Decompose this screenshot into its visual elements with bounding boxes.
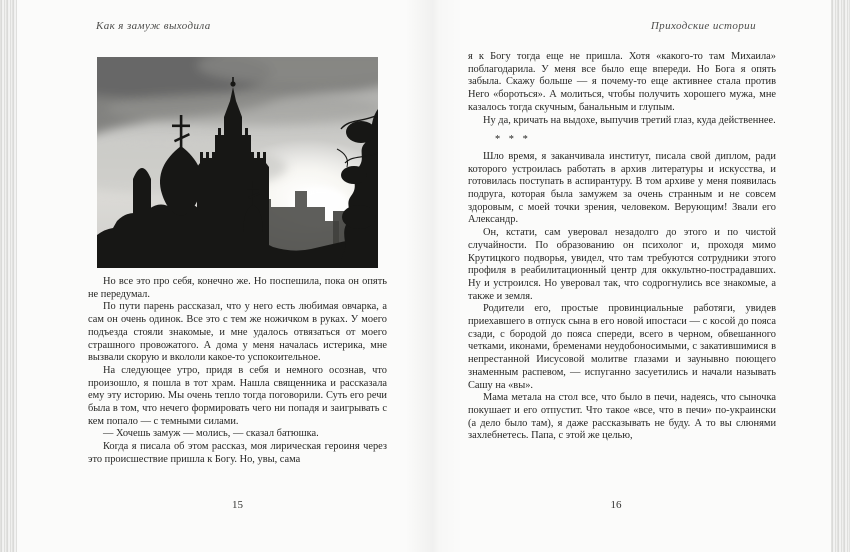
paragraph: Когда я писала об этом рассказ, моя лирическая героиня через это происшествие пришла к Богу. Но, увы, сама — [88, 441, 387, 465]
paragraph: Родители его, простые провинциальные работяги, увидев приехавшего в отпуск сына в его новой ипостаси — с косой до пояса сзади, с бородой до пояса спереди, всего в черном, обвешанного четками, иконами, бременами неудобоносимыми, с закатившимися в непрестанной Иисусовой молитве глазами и заунывно поющего знаменным распевом, — испуганно засуетились и начали называть Сашу на «вы». — [468, 303, 776, 391]
paragraph: Он, кстати, сам уверовал незадолго до этого и по чистой случайности. По образованию он психолог и, проходя мимо Крутицкого подворья, увидел, что там требуются сотрудники этого профиля в реабилитационный центр для оккультно-пострадавших. Ну и устроился. Но уверовал так, что содрогнулись все знакомые, а также и земля. — [468, 227, 776, 302]
paragraph: Шло время, я заканчивала институт, писала свой диплом, ради которого устроилась работать в архив литературы и искусства, и готовилась поступать в аспирантуру. В том архиве у меня появилась подруга, которая была замужем за очень странным и не совсем здоровым, с моей точки зрения, человеком. Верующим! Звали его Александр. — [468, 150, 776, 226]
right-page-text — [468, 51, 776, 443]
page-number-right: 16 — [610, 499, 622, 511]
book-gutter — [405, 0, 463, 552]
left-page-text — [88, 276, 387, 467]
section-separator: * * * — [495, 134, 531, 146]
church-photo — [97, 57, 378, 268]
page-stack-edge-left — [0, 0, 17, 552]
paragraph-dialogue: — Хочешь замуж — молись, — сказал батюшка. — [103, 428, 319, 440]
paragraph: По пути парень рассказал, что у него есть любимая овчарка, а сам он очень одинок. Все это с тем же ножичком в руках. У моего подъезда стояли знакомые, и мне удалось отвязаться от моего страшного провожатого. А дома у меня началась истерика, мне вызвали скорую и вкололи какое-то успокоительное. — [88, 301, 387, 364]
paragraph: Мама метала на стол все, что было в печи, надеясь, что сыночка покушает и его отпустит. Что такое «все, что в печи» по-украински (а дело было там), я даже рассказывать не буду. А то вы слюнями захлебнетесь. Папа, с этой же целью, — [468, 392, 776, 442]
paragraph: Но все это про себя, конечно же. Но поспешила, пока он опять не передумал. — [88, 276, 387, 300]
paragraph: Ну да, кричать на выдохе, выпучив третий глаз, куда действеннее. — [483, 114, 776, 126]
paragraph: На следующее утро, придя в себя и немного осознав, что произошло, я пошла в тот храм. Нашла священника и рассказала ему эту историю. Мы очень тепло тогда поговорили. Суть его речи была в том, что нечего формировать чего ни попадя и заигрывать с кем попало — с темными силами. — [88, 364, 387, 427]
running-head-left: Как я замуж выходила — [96, 20, 211, 32]
page-number-left: 15 — [232, 499, 243, 511]
running-head-right: Приходские истории — [650, 20, 756, 32]
page-stack-edge-right — [831, 0, 850, 552]
paragraph: я к Богу тогда еще не пришла. Хотя «какого-то там Михаила» поблагодарила. У меня все было еще впереди. Но Бога я опять забыла. Скажу больше — я почему-то еще активнее стала против Него «бороться». А молиться, чтобы получить хорошего мужа, мне казалось тогда скучным, банальным и глупым. — [468, 51, 776, 113]
